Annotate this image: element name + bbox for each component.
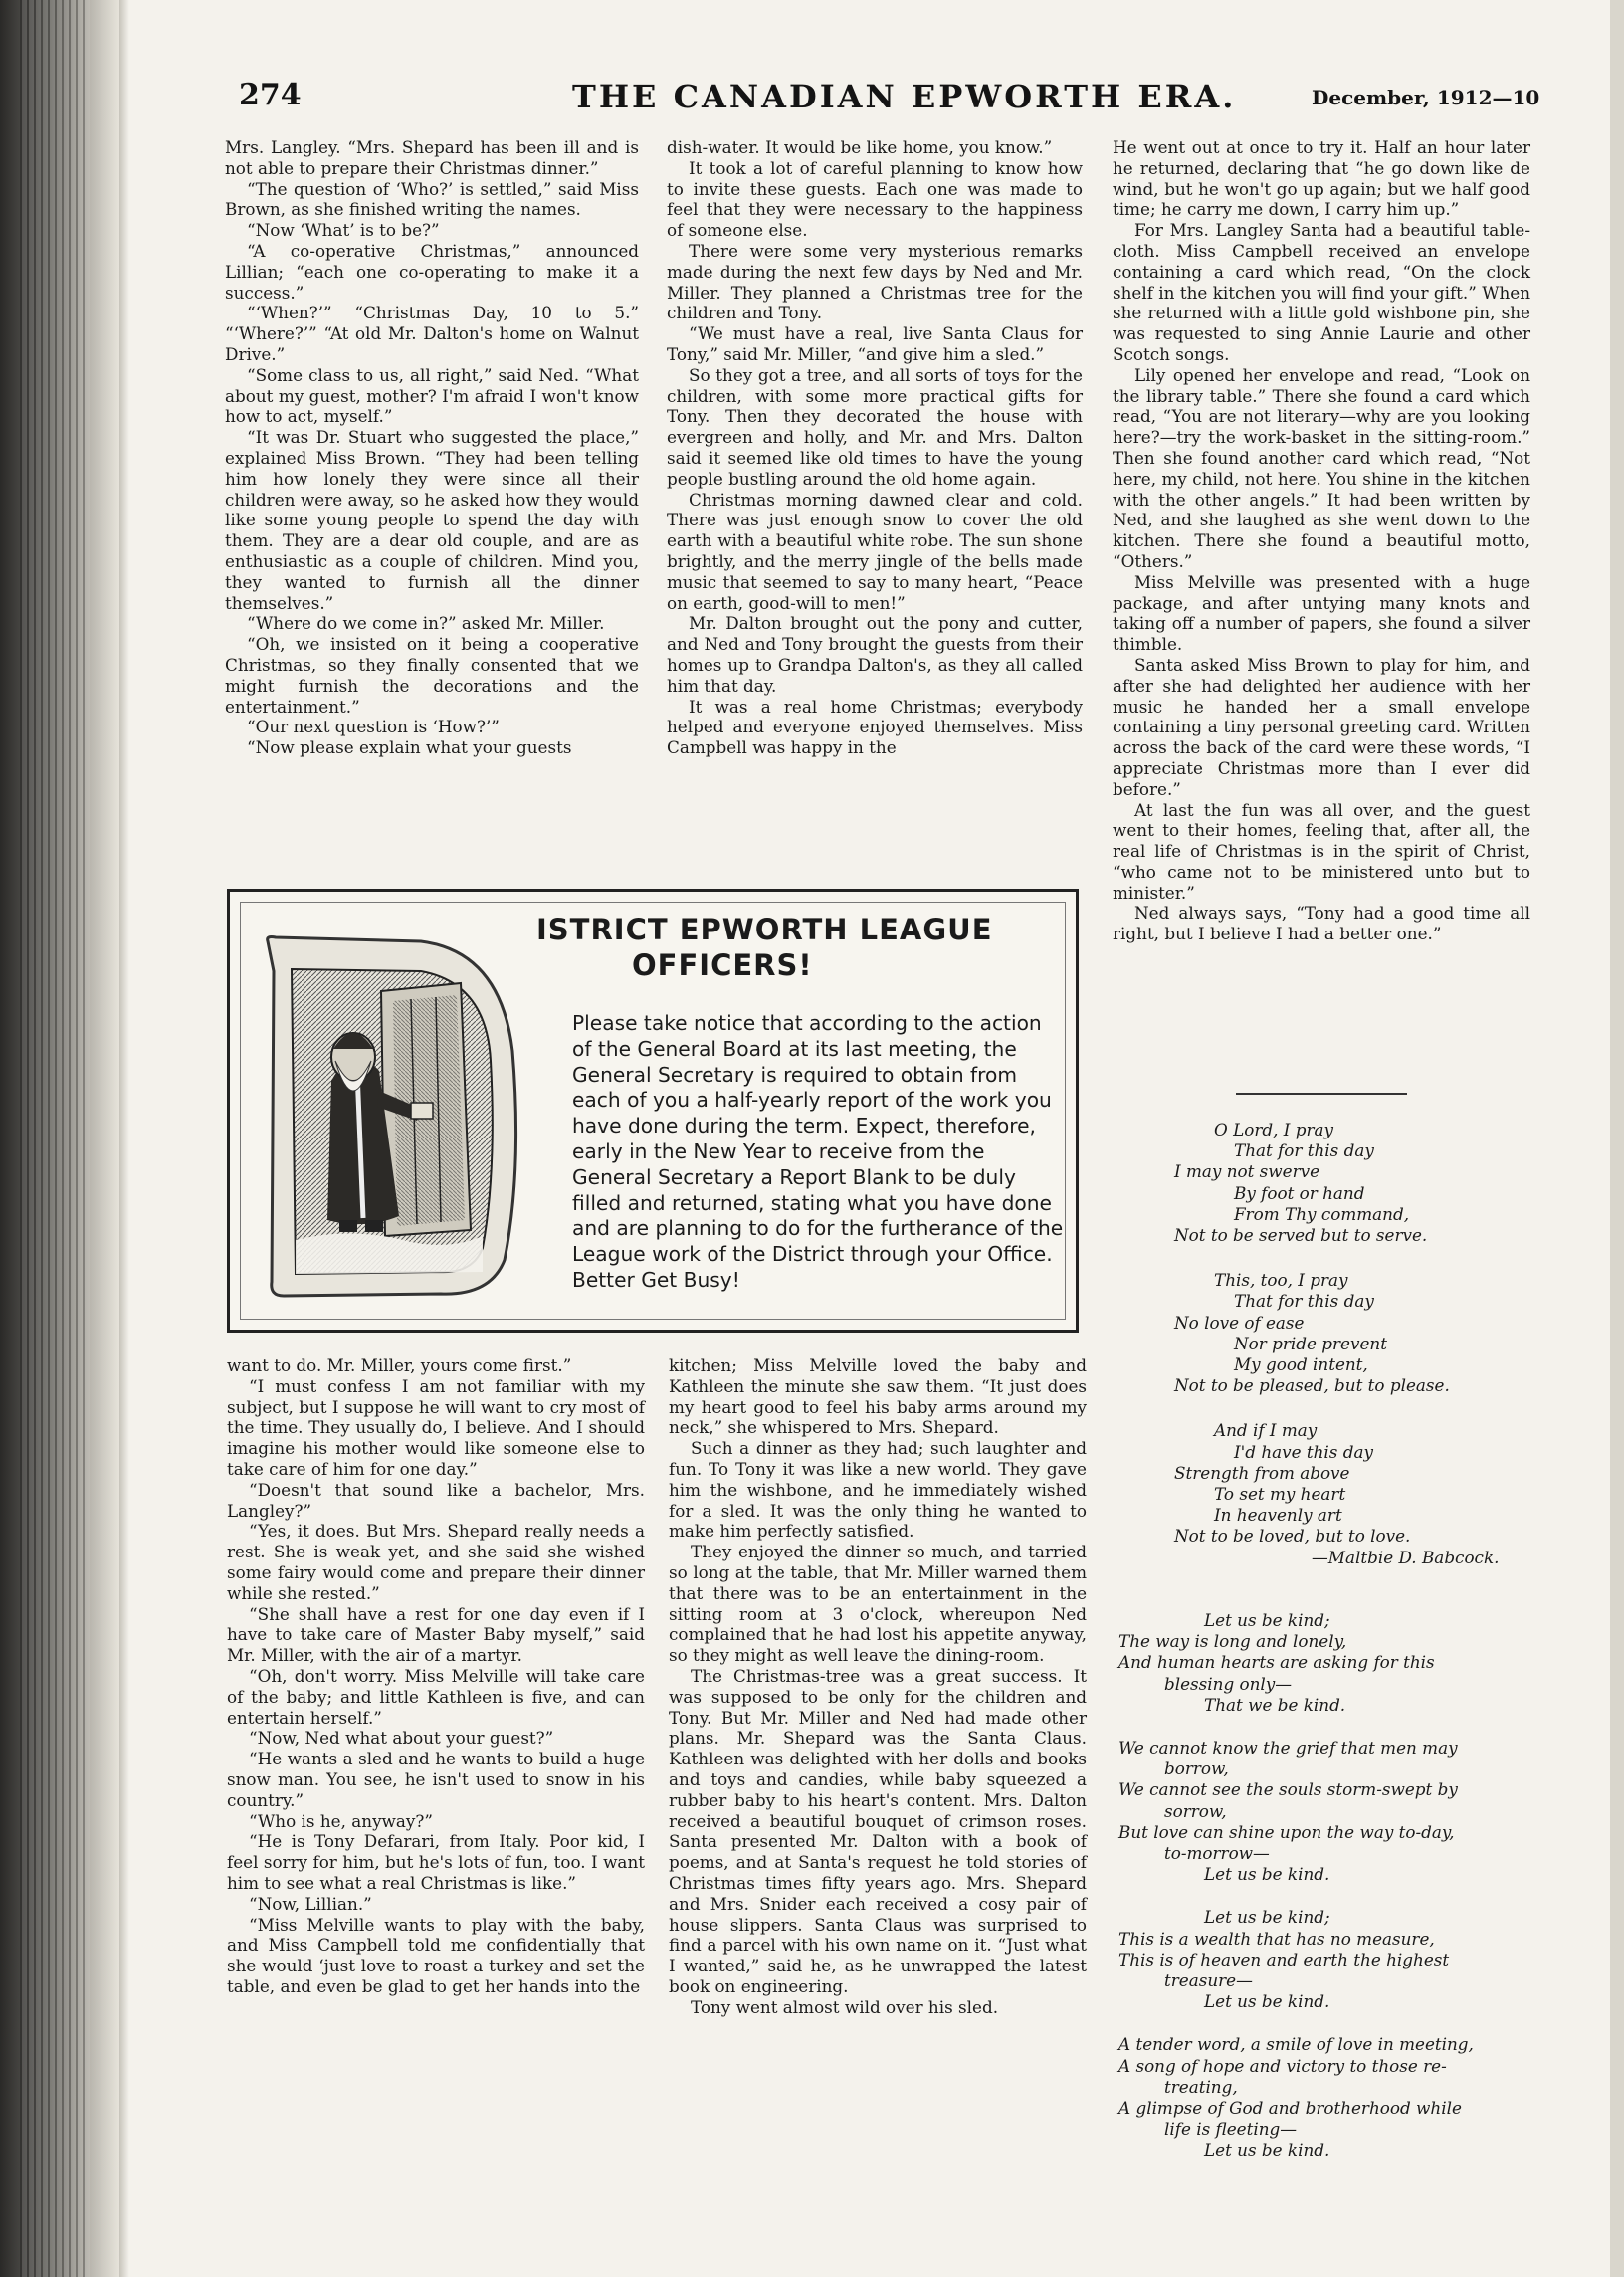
poem-line: This, too, I pray [1214, 1270, 1348, 1291]
page-number: 274 [239, 78, 302, 112]
poem-line: We cannot know the grief that men may [1118, 1738, 1458, 1759]
paragraph: Lily opened her envelope and read, “Look on the library table.” There she found a card which read, “You are not literary—why are you looking here?—try the work-basket in the sitting-room.” Then she found another card which read, “Not here, my child, not here. You shine in the kitchen with the other angels.” It had been written by Ned, and she laughed as she went down to the kitchen. There she found a beautiful motto, “Others.” [1113, 364, 1530, 571]
paragraph: At last the fun was all over, and the guest went to their homes, feeling that, after all, the real life of Christmas is in the spirit of Christ, “who came not to be ministered unto but to minister.” [1113, 799, 1530, 903]
paragraph: Christmas morning dawned clear and cold. There was just enough snow to cover the old earth with a beautiful white robe. The sun shone brightly, and the merry jingle of the bells made music that seemed to say to many heart, “Peace on earth, good-will to men!” [667, 489, 1083, 613]
column-1-top [225, 137, 639, 758]
paragraph: “‘When?’” “Christmas Day, 10 to 5.” “‘Where?’” “At old Mr. Dalton's home on Walnut Drive.” [225, 303, 639, 364]
paragraph: “She shall have a rest for one day even if I have to take care of Master Baby myself,” said Mr. Miller, with the air of a martyr. [227, 1603, 645, 1666]
paragraph: Santa asked Miss Brown to play for him, and after she had delighted her audience with her music he handed her a small envelope containing a tiny personal greeting card. Written across the back of the card were these words, “I appreciate Christmas more than I ever did before.” [1113, 654, 1530, 799]
poem-line: That for this day [1234, 1140, 1374, 1161]
paragraph: They enjoyed the dinner so much, and tarried so long at the table, that Mr. Miller warned them that there was to be an entertainment in the sitting room at 3 o'clock, whereupon Ned complained that he had lost his appetite anyway, so they might as well leave the dining-room. [669, 1542, 1087, 1666]
poem-line: treating, [1164, 2076, 1238, 2097]
paragraph: He went out at once to try it. Half an hour later he returned, declaring that “he go down like de wind, but he won't go up again; but we half good time; he carry me down, I carry him up.” [1113, 137, 1530, 220]
poem-line: Let us be kind. [1204, 2140, 1330, 2161]
notice-body: Please take notice that according to the action of the General Board at its last meeting, the General Secretary is required to obtain from each of you a half-yearly report of the work you have done during the term. Expect, therefore, early in the New Year to receive from the General Secretary a Report Blank to be duly filled and returned, stating what you have done and are planning to do for the furtherance of the League work of the District through your Office. Better Get Busy! [572, 1011, 1064, 1292]
notice-title [536, 912, 1054, 983]
column-3-top [1113, 137, 1530, 944]
paragraph: The Christmas-tree was a great success. It was supposed to be only for the children and Tony. But Mr. Miller and Ned had made other plans. Mr. Shepard was the Santa Claus. Kathleen was delighted with her dolls and books and toys and candies, while baby squeezed a rubber baby to his heart's content. Mrs. Dalton received a beautiful bouquet of crimson roses. Santa presented Mr. Dalton with a book of poems, and at Santa's request he told stories of Christmas times fifty years ago. Mrs. Shepard and Mrs. Snider each received a cosy pair of house slippers. Santa Claus was surprised to find a parcel with his own name on it. “Just what I wanted,” said he, as he unwrapped the latest book on engineering. [669, 1665, 1087, 1996]
paragraph: It took a lot of careful planning to know how to invite these guests. Each one was made to feel that they were necessary to the happiness of someone else. [667, 157, 1083, 241]
paragraph: “He is Tony Defarari, from Italy. Poor kid, I feel sorry for him, but he's lots of fun, too. I want him to see what a real Christmas is like.” [227, 1831, 645, 1893]
page-right-edge [1610, 0, 1624, 2277]
paragraph: “We must have a real, live Santa Claus for Tony,” said Mr. Miller, “and give him a sled.” [667, 323, 1083, 364]
poem-line: Let us be kind. [1204, 1991, 1330, 2012]
poem-line: Not to be loved, but to love. [1174, 1526, 1411, 1547]
poem-line: Nor pride prevent [1234, 1333, 1387, 1353]
spine-page-edges [20, 0, 90, 2277]
poem-stanza [1118, 1610, 1556, 1716]
paragraph: want to do. Mr. Miller, yours come first.” [227, 1355, 572, 1375]
poem-line: borrow, [1164, 1759, 1229, 1779]
poem-line: I'd have this day [1234, 1441, 1373, 1462]
paragraph: “Who is he, anyway?” [249, 1810, 433, 1831]
poem-stanza [1118, 1738, 1556, 1885]
paragraph: “Our next question is ‘How?’” [247, 717, 500, 737]
paragraph: “Yes, it does. But Mrs. Shepard really needs a rest. She is weak yet, and she said she wished some fairy would come and prepare their dinner while she rested.” [227, 1521, 645, 1603]
poem-let-us-be-kind [1118, 1610, 1556, 2162]
paragraph: There were some very mysterious remarks made during the next few days by Ned and Mr. Miller. They planned a Christmas tree for the children and Tony. [667, 240, 1083, 323]
column-2-top [667, 137, 1083, 758]
poem-line: From Thy command, [1234, 1203, 1410, 1224]
paragraph: “Oh, we insisted on it being a cooperative Christmas, so they finally consented that we might furnish the decorations and the entertainment.” [225, 634, 639, 717]
paragraph: “Now ‘What’ is to be?” [247, 220, 440, 241]
paragraph: “A co-operative Christmas,” announced Lillian; “each one co-operating to make it a success.” [225, 240, 639, 303]
poem-line: I may not swerve [1174, 1161, 1320, 1182]
poem-stanza [1118, 1907, 1556, 2012]
poem-line: The way is long and lonely, [1118, 1631, 1347, 1652]
poem-stanza [1118, 2034, 1556, 2161]
poem-line: Not to be pleased, but to please. [1174, 1375, 1450, 1396]
poem-line: No love of ease [1174, 1312, 1305, 1333]
poem-line: Let us be kind; [1204, 1610, 1330, 1630]
poem-babcock [1174, 1120, 1552, 1568]
book-spine [0, 0, 119, 2277]
poem-line: This is of heaven and earth the highest [1118, 1949, 1450, 1969]
poem-line: My good intent, [1234, 1354, 1368, 1375]
paragraph: Ned always says, “Tony had a good time all right, but I believe I had a better one.” [1113, 903, 1530, 944]
column-1-bottom [227, 1355, 645, 1997]
poem-line: That we be kind. [1204, 1694, 1346, 1715]
poem-line: But love can shine upon the way to-day, [1118, 1821, 1455, 1842]
poem-author: —Maltbie D. Babcock. [1312, 1547, 1500, 1567]
paragraph: Mr. Dalton brought out the pony and cutter, and Ned and Tony brought the guests from their homes up to Grandpa Dalton's, as they all called him that day. [667, 613, 1083, 696]
poem-line: Strength from above [1174, 1462, 1350, 1483]
notice-title-line-2: OFFICERS! [632, 948, 813, 982]
paragraph: “I must confess I am not familiar with my subject, but I suppose he will want to cry most of the time. They usually do, I believe. And I should imagine his mother would like someone else to take care of him for one day.” [227, 1375, 645, 1479]
paragraph: Tony went almost wild over his sled. [691, 1996, 999, 2017]
poem-stanza [1174, 1270, 1552, 1396]
paragraph: “Now please explain what your guests [247, 737, 572, 758]
poem-line: A glimpse of God and brotherhood while [1118, 2098, 1462, 2119]
poem-line: A tender word, a smile of love in meeting, [1118, 2034, 1474, 2055]
paragraph: “Now, Lillian.” [249, 1893, 372, 1914]
poem-line: We cannot see the souls storm-swept by [1118, 1779, 1458, 1800]
poem-line: blessing only— [1164, 1673, 1293, 1694]
poem-line: Let us be kind; [1204, 1907, 1330, 1928]
notice-box [227, 889, 1079, 1333]
paragraph: “The question of ‘Who?’ is settled,” said Miss Brown, as she finished writing the names. [225, 178, 639, 220]
page-gutter-shadow [119, 0, 129, 2277]
paragraph: “Doesn't that sound like a bachelor, Mrs. Langley?” [227, 1479, 645, 1521]
poem-line: By foot or hand [1234, 1182, 1365, 1203]
poem-line: To set my heart [1214, 1484, 1346, 1505]
poem-line: And if I may [1214, 1420, 1318, 1441]
poem-line: That for this day [1234, 1291, 1374, 1312]
poem-line: In heavenly art [1214, 1505, 1342, 1526]
paragraph: dish-water. It would be like home, you know.” [667, 137, 1053, 157]
paragraph: Mrs. Langley. “Mrs. Shepard has been ill and is not able to prepare their Christmas dinner.” [225, 137, 639, 178]
notice-title-line-1: ISTRICT EPWORTH LEAGUE [536, 913, 993, 946]
paragraph: “He wants a sled and he wants to build a huge snow man. You see, he isn't used to snow in his country.” [227, 1749, 645, 1810]
santa-illustration [262, 932, 524, 1302]
poem-line: A song of hope and victory to those re- [1118, 2055, 1447, 2076]
paragraph: “It was Dr. Stuart who suggested the place,” explained Miss Brown. “They had been telling him how lonely they were since all their children were away, so he asked how they would like some young people to spend the day with them. They are a dear old couple, and are as enthusiastic as a couple of children. Mind you, they wanted to furnish all the dinner themselves.” [225, 427, 639, 613]
issue-date: December, 1912—10 [1312, 86, 1540, 109]
paragraph: “Where do we come in?” asked Mr. Miller. [247, 613, 605, 634]
poem-line: O Lord, I pray [1214, 1120, 1333, 1139]
paragraph: Miss Melville was presented with a huge package, and after untying many knots and taking off a number of papers, she found a silver thimble. [1113, 571, 1530, 655]
poem-stanza [1174, 1120, 1552, 1246]
paragraph: So they got a tree, and all sorts of toys for the children, with some more practical gifts for Tony. Then they decorated the house with evergreen and holly, and Mr. and Mrs. Dalton said it seemed like old times to have the young people bustling around the old home again. [667, 364, 1083, 489]
column-2-bottom [669, 1355, 1087, 2018]
paragraph: It was a real home Christmas; everybody helped and everyone enjoyed themselves. Miss Campbell was happy in the [667, 696, 1083, 758]
paragraph: “Miss Melville wants to play with the baby, and Miss Campbell told me confidentially that she would ‘just love to roast a turkey and set the table, and even be glad to get her hands into the [227, 1914, 645, 1996]
paragraph: “Oh, don't worry. Miss Melville will take care of the baby; and little Kathleen is five, and can entertain herself.” [227, 1665, 645, 1728]
paragraph: For Mrs. Langley Santa had a beautiful table-cloth. Miss Campbell received an envelope containing a card which read, “On the clock shelf in the kitchen you will find your gift.” When she returned with a little gold wishbone pin, she was requested to sing Annie Laurie and other Scotch songs. [1113, 220, 1530, 364]
poem-line: life is fleeting— [1164, 2119, 1298, 2140]
poem-line: Let us be kind. [1204, 1864, 1330, 1885]
poem-line: sorrow, [1164, 1800, 1227, 1821]
paragraph: “Some class to us, all right,” said Ned. “What about my guest, mother? I'm afraid I won't know how to act, myself.” [225, 364, 639, 427]
poem-line: Not to be served but to serve. [1174, 1225, 1428, 1246]
poem-line: And human hearts are asking for this [1118, 1652, 1435, 1673]
paragraph: kitchen; Miss Melville loved the baby and Kathleen the minute she saw them. “It just does my heart good to feel his baby arms around my neck,” she whispered to Mrs. Shepard. [669, 1355, 1087, 1438]
divider-rule [1236, 1093, 1407, 1095]
poem-stanza [1174, 1420, 1552, 1547]
paragraph: “Now, Ned what about your guest?” [249, 1728, 554, 1749]
paragraph: Such a dinner as they had; such laughter and fun. To Tony it was like a new world. They gave him the wishbone, and he immediately wished for a sled. It was the only thing he wanted to make him perfectly satisfied. [669, 1438, 1087, 1542]
poem-line: This is a wealth that has no measure, [1118, 1928, 1435, 1949]
poem-line: treasure— [1164, 1970, 1253, 1991]
magazine-title: THE CANADIAN EPWORTH ERA. [572, 78, 1237, 115]
poem-line: to-morrow— [1164, 1843, 1270, 1864]
